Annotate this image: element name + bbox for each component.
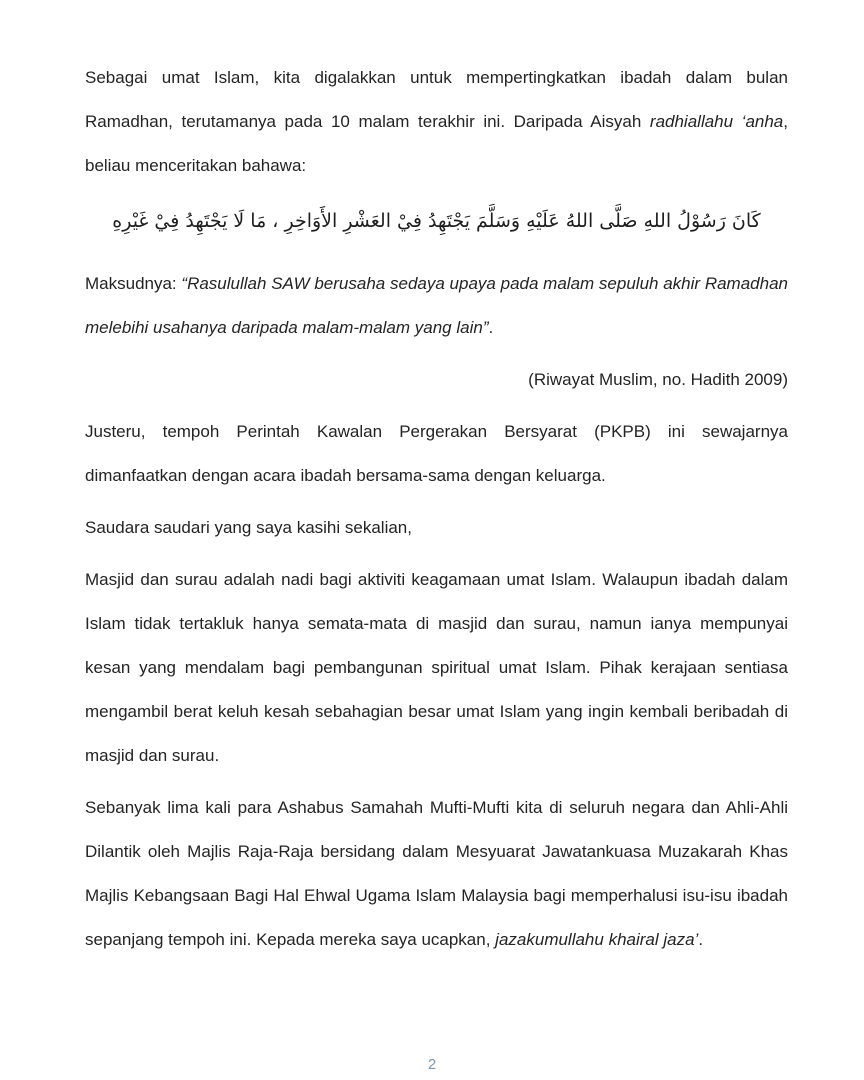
paragraph-translation — [85, 262, 788, 350]
arabic-hadith-text: كَانَ رَسُوْلُ اللهِ صَلَّى اللهُ عَلَيْهِ وَسَلَّمَ يَجْتَهِدُ فِيْ العَشْرِ الأَوَاخِرِ ، مَا لَا يَجْتَهِدُ فِيْ غَيْرِهِ — [112, 210, 761, 232]
paragraph-muzakarah — [85, 786, 788, 962]
paragraph-intro — [85, 56, 788, 188]
muzakarah-text-run: Sebanyak lima kali para Ashabus Samahah Mufti-Mufti kita di seluruh negara dan Ahli-Ahli Dilantik oleh Majlis Raja-Raja bersidang dalam Mesyuarat Jawatankuasa Muzakarah Khas Majlis Kebangsaan Bagi Hal Ehwal Ugama Islam Malaysia bagi memperhalusi isu-isu ibadah sepanjang tempoh ini. Kepada mereka saya ucapkan, — [85, 798, 788, 949]
intro-italic-run: radhiallahu ‘anha — [649, 112, 784, 131]
translation-quote-run: “Rasulullah SAW berusaha sedaya upaya pada malam sepuluh akhir Ramadhan melebihi usahanya daripada malam-malam yang lain” — [85, 274, 788, 337]
translation-label: Maksudnya: — [85, 274, 182, 293]
paragraph-pkpb: Justeru, tempoh Perintah Kawalan Pergerakan Bersyarat (PKPB) ini sewajarnya dimanfaatkan dengan acara ibadah bersama-sama dengan keluarga. — [85, 422, 788, 485]
muzakarah-italic-run: jazakumullahu khairal jaza’ — [495, 930, 699, 949]
hadith-citation: (Riwayat Muslim, no. Hadith 2009) — [528, 370, 788, 389]
salutation-line: Saudara saudari yang saya kasihi sekalian, — [85, 518, 412, 537]
muzakarah-text-run-after: . — [698, 930, 704, 949]
intro-text-run: Sebagai umat Islam, kita digalakkan untuk mempertingkatkan ibadah dalam bulan Ramadhan, terutamanya pada 10 malam terakhir ini. Daripada Aisyah — [85, 68, 788, 131]
translation-period: . — [488, 318, 494, 337]
page-number: 2 — [427, 1056, 437, 1073]
page-footer — [0, 1056, 864, 1074]
paragraph-masjid: Masjid dan surau adalah nadi bagi aktiviti keagamaan umat Islam. Walaupun ibadah dalam Islam tidak tertakluk hanya semata-mata di masjid dan surau, namun ianya mempunyai kesan yang mendalam bagi pembangunan spiritual umat Islam. Pihak kerajaan sentiasa mengambil berat keluh kesah sebahagian besar umat Islam yang ingin kembali beribadah di masjid dan surau. — [85, 570, 788, 765]
intro-text-run-after: , beliau menceritakan bahawa: — [85, 112, 788, 175]
